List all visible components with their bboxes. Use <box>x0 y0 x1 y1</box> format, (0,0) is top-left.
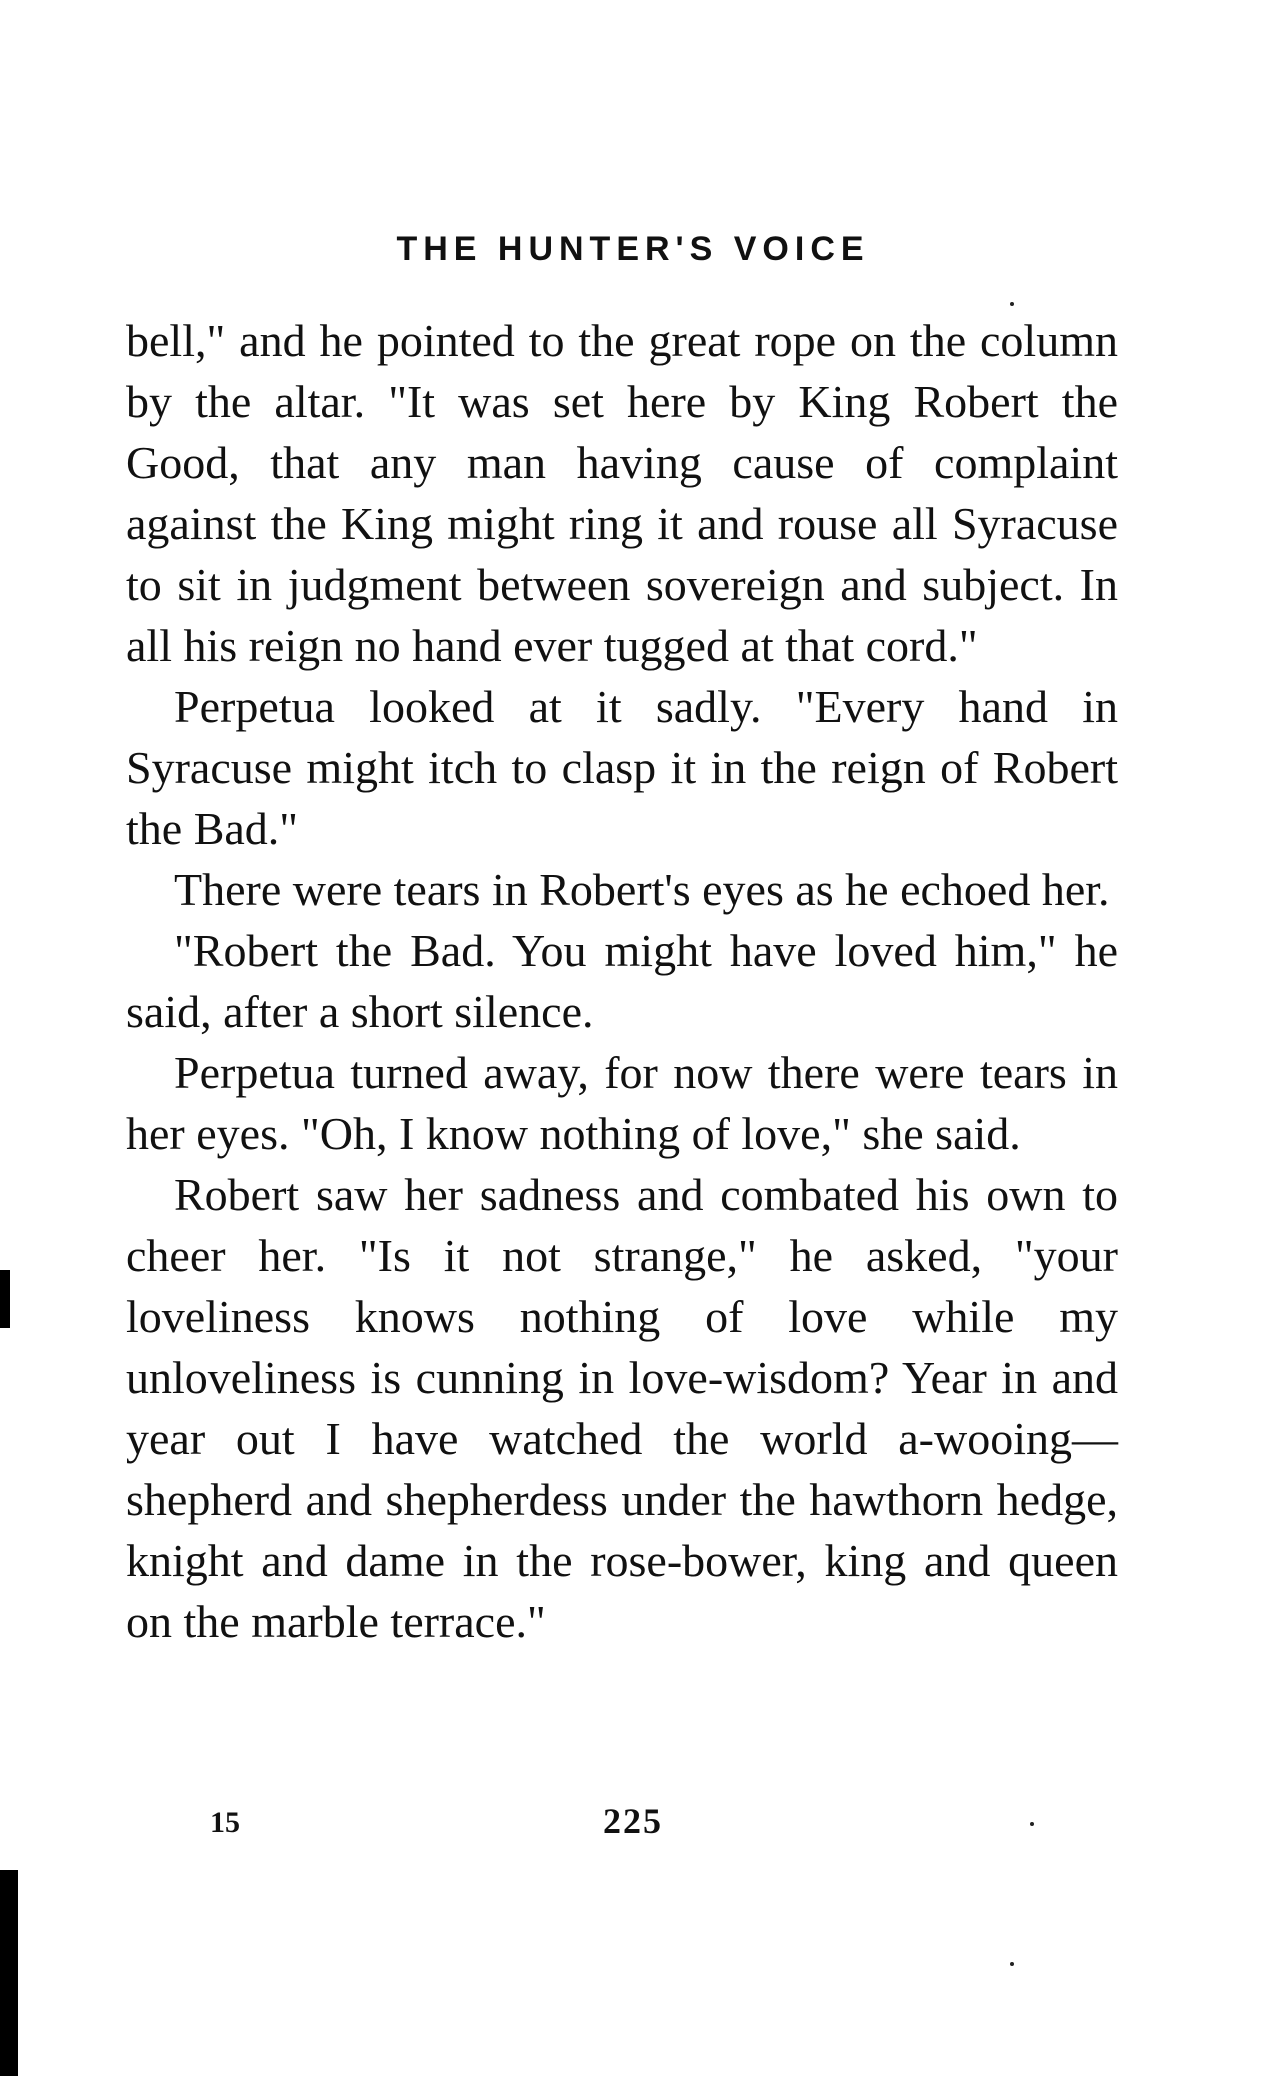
scan-edge-mark <box>0 1870 18 2076</box>
signature-mark: 15 <box>210 1806 240 1839</box>
paragraph-6: Robert saw her sadness and combated his own to cheer her. "Is it not strange," he asked, "your loveliness knows nothing of love while my unloveliness is cunning in love-wisdom? Year in and year out I have watched the world a-wooing—shepherd and shepherdess under the hawthorn hedge, knight and dame in the rose-bower, king and queen on the marble terrace." <box>126 1169 1118 1647</box>
paragraph-3: There were tears in Robert's eyes as he echoed her. <box>174 864 1110 915</box>
running-head: THE HUNTER'S VOICE <box>396 230 870 268</box>
paragraph-4: "Robert the Bad. You might have loved him," he said, after a short silence. <box>126 925 1118 1037</box>
paragraph-1: bell," and he pointed to the great rope on the column by the altar. "It was set here by King Robert the Good, that any man having cause of complaint against the King might ring it and rouse all Syracuse to sit in judgment between sovereign and subject. In all his reign no hand ever tugged at that cord." <box>126 315 1118 671</box>
paragraph-2: Perpetua looked at it sadly. "Every hand in Syracuse might itch to clasp it in the reign of Robert the Bad." <box>126 681 1118 854</box>
body-text <box>126 310 1118 1652</box>
scan-edge-mark <box>0 1270 10 1328</box>
paragraph-5: Perpetua turned away, for now there were tears in her eyes. "Oh, I know nothing of love," she said. <box>126 1047 1118 1159</box>
scan-speck <box>1010 302 1014 306</box>
scan-speck <box>1030 1822 1034 1826</box>
scan-speck <box>1010 1962 1014 1966</box>
page-number: 225 <box>603 1801 663 1841</box>
